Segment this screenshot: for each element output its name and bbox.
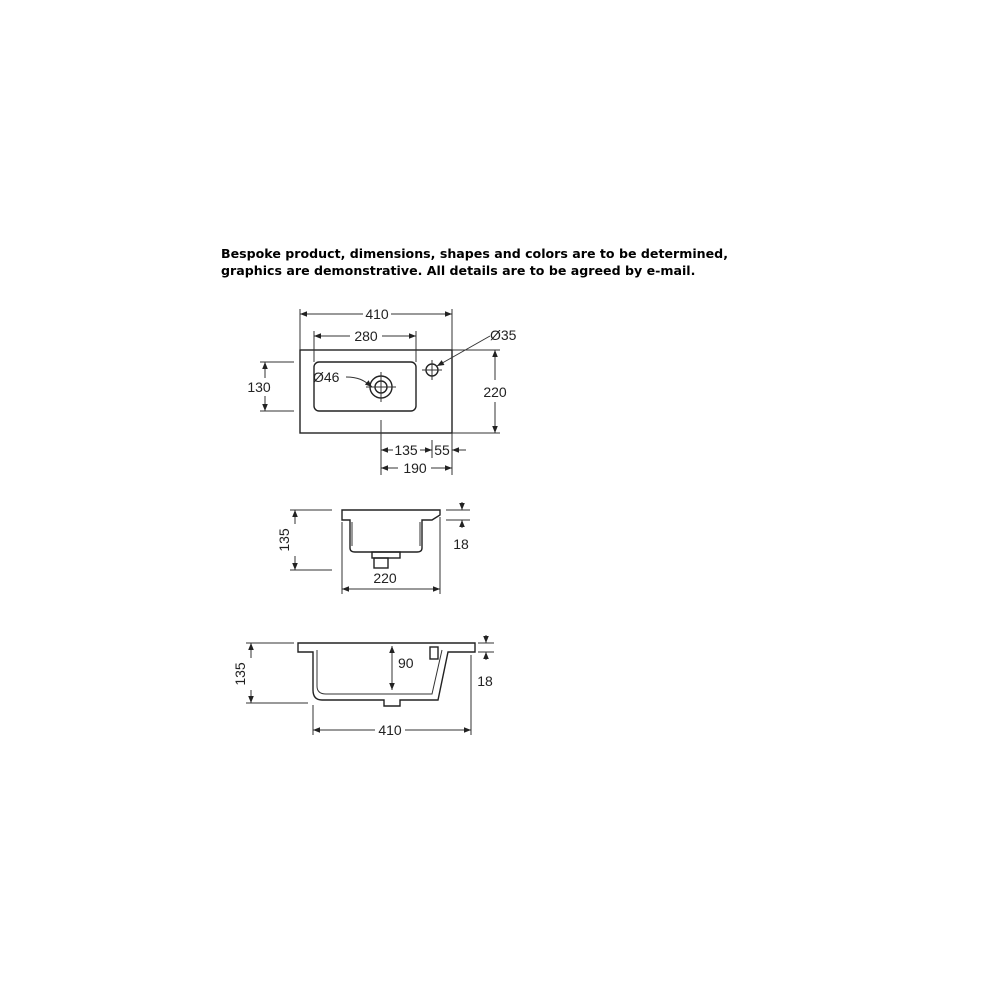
dim-bowl-depth: 130	[247, 379, 271, 395]
front-inner-bowl	[317, 650, 442, 694]
dim-front-width: 410	[378, 722, 402, 738]
notice-line-2: graphics are demonstrative. All details are to be agreed by e-mail.	[221, 263, 696, 278]
dim-front-height: 135	[232, 662, 248, 686]
dim-side-width: 220	[373, 570, 397, 586]
dim-front-bowl-depth: 90	[398, 655, 414, 671]
front-view	[232, 635, 494, 738]
waste-fitting	[372, 552, 400, 558]
dim-bowl-width: 280	[354, 328, 378, 344]
dim-overall-width: 410	[365, 306, 389, 322]
dim-overall-depth: 220	[483, 384, 507, 400]
top-view	[247, 306, 516, 476]
waste-fitting-lower	[374, 558, 388, 568]
dim-waste-to-edge: 190	[403, 460, 427, 476]
dim-front-rim: 18	[477, 673, 493, 689]
dim-waste-to-bowl-edge: 135	[394, 442, 418, 458]
notice-line-1: Bespoke product, dimensions, shapes and colors are to be determined,	[221, 246, 728, 261]
side-view-profile	[342, 510, 440, 552]
dim-tap-hole-diameter: Ø35	[490, 327, 517, 343]
leader-tap-hole	[437, 336, 490, 366]
leader-waste	[346, 377, 372, 387]
front-view-profile	[298, 643, 475, 706]
dim-waste-diameter: Ø46	[313, 369, 340, 385]
dim-tap-to-edge: 55	[434, 442, 450, 458]
dim-side-height: 135	[276, 528, 292, 552]
overflow-detail	[430, 647, 438, 659]
side-view	[276, 502, 470, 594]
dim-side-rim: 18	[453, 536, 469, 552]
